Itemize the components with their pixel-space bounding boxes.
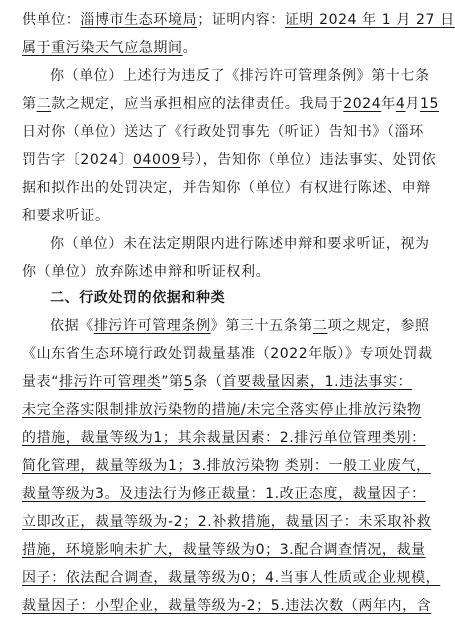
text-segment: 依据《 <box>50 318 94 334</box>
text-segment: 你（单位）放弃陈述申辩和听证权利。 <box>22 264 271 280</box>
text-segment: 你（单位）未在法定期限内进行陈述申辩和要求听证，视为 <box>50 236 430 252</box>
text-segment: ；证明内容： <box>197 12 285 28</box>
text-segment: 年 <box>381 96 396 112</box>
text-line <box>22 456 433 478</box>
text-line <box>22 568 441 590</box>
text-line <box>22 540 433 562</box>
section-heading <box>50 288 433 310</box>
text-segment: 条（ <box>193 374 223 390</box>
underlined-text: 未完全落实限制排放污染物的措施/未完全落实停止排放污染物 <box>22 402 422 418</box>
text-line <box>50 234 433 256</box>
text-segment: 供单位： <box>22 12 81 28</box>
text-line <box>22 344 433 366</box>
text-segment: 第 <box>22 96 37 112</box>
text-line <box>22 38 433 60</box>
underlined-text: 证明 2024 年 1 月 27 日 <box>284 12 455 28</box>
underlined-text: 2024 <box>343 96 382 112</box>
text-segment: 《山东省生态环境行政处罚裁量基准（2022年版）》专项处罚裁 <box>22 346 433 362</box>
text-segment: 月 <box>405 96 420 112</box>
underlined-text: 措施，环境影响未扩大，裁量等级为0；3.配合调查情况，裁量 <box>22 542 426 558</box>
text-segment: 和要求听证。 <box>22 208 110 224</box>
underlined-text: 立即改正，裁量等级为-2；2.补救措施，裁量因子：未采取补救 <box>22 514 432 530</box>
underlined-text: 4 <box>395 96 406 112</box>
underlined-text: 15 <box>419 96 439 112</box>
underlined-text: 04009 <box>133 152 181 168</box>
text-segment: 号），告知你（单位）违法事实、处罚依 <box>180 152 437 168</box>
underlined-text: 二 <box>312 318 328 334</box>
underlined-text: 5 <box>183 374 194 390</box>
underlined-text: 排污许可管理条例 <box>93 318 211 334</box>
text-segment: 。 <box>182 40 198 56</box>
text-line <box>22 206 433 228</box>
text-line <box>22 122 433 144</box>
underlined-text: 的措施，裁量等级为1；其余裁量因素：2.排污单位管理类别： <box>22 430 426 446</box>
text-line <box>22 10 455 32</box>
text-segment: 款之规定，应当承担相应的法律责任。我局于 <box>51 96 344 112</box>
text-segment: 》第三十五条第 <box>210 318 313 334</box>
text-line <box>22 178 433 200</box>
text-line <box>22 512 433 534</box>
text-segment: 据和拟作出的处罚决定，并告知你（单位）有权进行陈述、申辩 <box>22 180 431 196</box>
text-segment: 罚告字〔2024〕 <box>22 152 134 168</box>
text-segment: 日对你（单位）送达了《行政处罚事先（听证）告知书》（淄环 <box>22 124 424 140</box>
text-segment: ”第 <box>161 374 184 390</box>
text-line <box>22 484 433 506</box>
text-segment: 项之规定，参照 <box>327 318 430 334</box>
underlined-text: 排污许可管理类 <box>59 374 162 390</box>
text-segment: 量表“ <box>22 374 60 390</box>
text-line <box>22 596 433 618</box>
underlined-text: 淄博市生态环境局 <box>80 12 198 28</box>
text-line <box>22 372 433 394</box>
underlined-text: 属于重污染天气应急期间 <box>22 40 183 56</box>
text-line <box>22 428 433 450</box>
underlined-text: 裁量等级为3。及违法行为修正裁量：1.改正态度，裁量因子： <box>22 486 426 502</box>
underlined-text: 二 <box>36 96 52 112</box>
text-line <box>50 66 433 88</box>
text-line <box>22 150 437 172</box>
text-segment: 二、行政处罚的依据和种类 <box>50 290 226 306</box>
text-line <box>22 94 439 116</box>
text-line <box>50 316 433 338</box>
underlined-text: 裁量因子：小型企业，裁量等级为-2；5.违法次数（两年内，含 <box>22 598 432 614</box>
underlined-text: 首要裁量因素，1.违法事实： <box>222 374 413 390</box>
underlined-text: 简化管理，裁量等级为1；3.排放污染物 类别：一般工业废气， <box>22 458 431 474</box>
text-segment: 你（单位）上述行为违反了《排污许可管理条例》第十七条 <box>50 68 430 84</box>
text-line <box>22 400 433 422</box>
text-line <box>22 262 433 284</box>
underlined-text: 因子：依法配合调查，裁量等级为0；4.当事人性质或企业规模， <box>22 570 441 586</box>
